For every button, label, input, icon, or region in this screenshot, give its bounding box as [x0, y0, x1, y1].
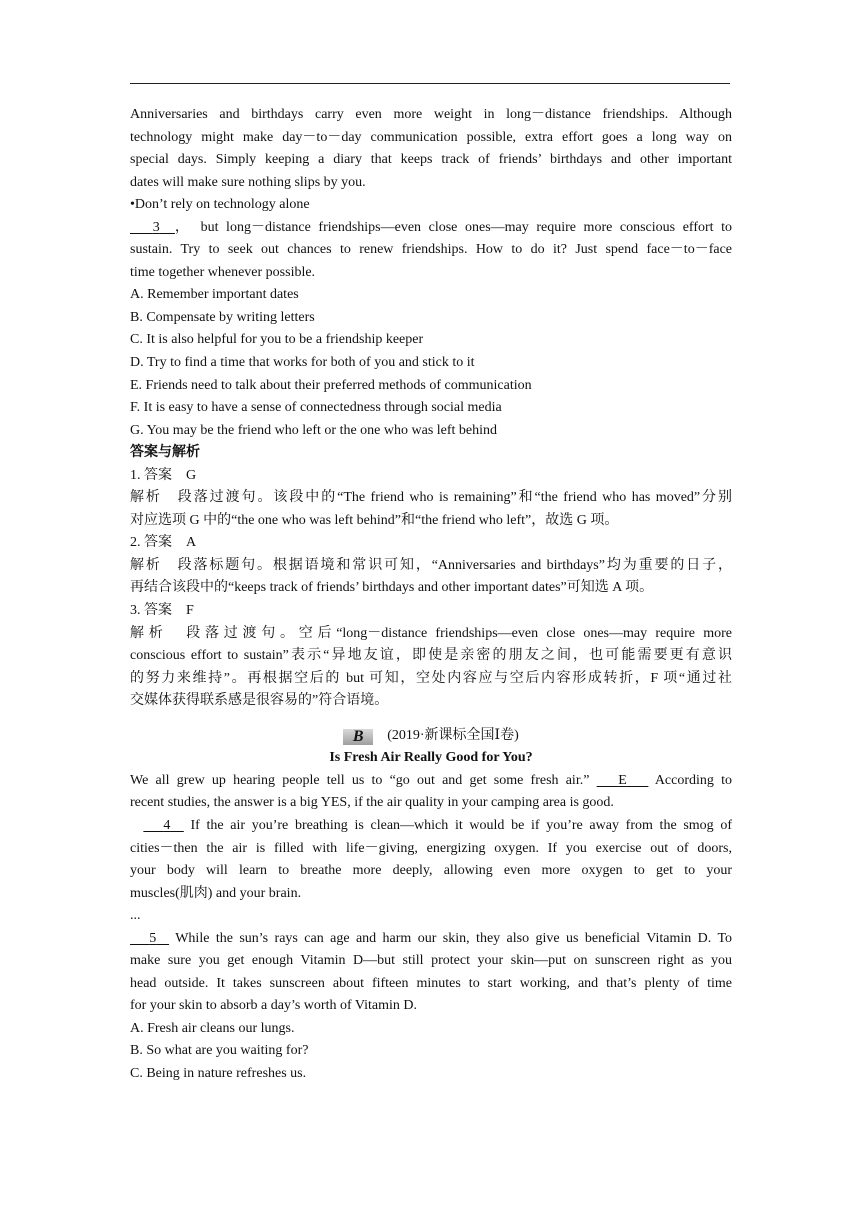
para-line: 3 ， but long－distance friendships—even close ones—may require more conscious effort to — [130, 217, 732, 240]
option-item: A. Remember important dates — [130, 287, 299, 303]
blank-5: 5 — [149, 930, 157, 946]
para-line: technology might make day－to－day communication possible, extra effort goes a long way on — [130, 129, 732, 145]
section-heading: •Don’t rely on technology alone — [130, 197, 310, 213]
option-item: B. Compensate by writing letters — [130, 309, 315, 325]
para-line: make sure you get enough Vitamin D—but still protect your skin—put on sunscreen right as you — [130, 953, 732, 969]
para-line: time together whenever possible. — [130, 264, 316, 280]
option-item: A. Fresh air cleans our lungs. — [130, 1020, 295, 1036]
para-line: Anniversaries and birthdays carry even more weight in long－distance friendships. Although — [130, 107, 732, 122]
para-line: dates will make sure nothing slips by you. — [130, 174, 366, 190]
answer-label: 2. 答案 A — [130, 535, 197, 551]
section-b-header — [130, 725, 732, 748]
explanation-line: 的努力来维持”。再根据空后的 but 可知，空处内容应与空后内容形成转折，F 项“通过社 — [130, 670, 732, 686]
explanation-line: 对应选项 G 中的“the one who was left behind”和“the friend who left”，故选 G 项。 — [130, 512, 619, 528]
para-line: head outside. It takes sunscreen about fifteen minutes to start working, and that’s plenty of time — [130, 975, 732, 991]
para-line: 5 While the sun’s rays can age and harm our skin, they also give us beneficial Vitamin D. To — [130, 928, 732, 951]
blank-4: 4 — [163, 817, 171, 833]
explanation-line: conscious effort to sustain”表示“异地友谊，即使是亲密的朋友之间，也可能需要更有意识 — [130, 648, 732, 664]
explanation-line: 再结合该段中的“keeps track of friends’ birthdays and other important dates”可知选 A 项。 — [130, 580, 654, 596]
section-b-source: (2019·新课标全国Ⅰ卷) — [387, 727, 519, 743]
para-line: cities－then the air is filled with life－giving, energizing oxygen. If you exercise out of doors, — [130, 840, 732, 856]
para-line: recent studies, the answer is a big YES, if the air quality in your camping area is good. — [130, 795, 614, 811]
answer-label: 1. 答案 G — [130, 467, 197, 483]
header-rule — [130, 83, 730, 84]
option-item: C. It is also helpful for you to be a friendship keeper — [130, 332, 424, 348]
answers-title: 答案与解析 — [130, 445, 200, 461]
para-line: for your skin to absorb a day’s worth of Vitamin D. — [130, 998, 418, 1014]
option-item: D. Try to find a time that works for both of you and stick to it — [130, 355, 475, 371]
option-item: C. Being in nature refreshes us. — [130, 1065, 307, 1081]
option-item: F. It is easy to have a sense of connectedness through social media — [130, 400, 502, 416]
option-item: E. Friends need to talk about their preferred methods of communication — [130, 377, 532, 393]
explanation-line: 交媒体获得联系感是很容易的”符合语境。 — [130, 693, 389, 709]
passage-title: Is Fresh Air Really Good for You? — [329, 750, 533, 766]
explanation-line: 解析 段落过渡句。该段中的“The friend who is remaining”和“the friend who has moved”分别 — [130, 490, 732, 506]
para-line: We all grew up hearing people tell us to “go out and get some fresh air.” E According to — [130, 772, 732, 788]
section-b-badge: B — [343, 729, 373, 745]
page-content — [130, 104, 732, 1086]
para-line: special days. Simply keeping a diary that keeps track of friends’ birthdays and other important — [130, 152, 732, 168]
para-line: your body will learn to breathe more deeply, allowing even more oxygen to get to your — [130, 863, 732, 879]
para-line: muscles(肌肉) and your brain. — [130, 885, 302, 901]
explanation-line: 解析 段落过渡句。空后“long－distance friendships—even close ones—may require more — [130, 625, 732, 641]
para-line: sustain. Try to seek out chances to renew friendships. How to do it? Just spend face－to－face — [130, 242, 732, 258]
blank-e: E — [618, 772, 627, 788]
explanation-line: 解析 段落标题句。根据语境和常识可知，“Anniversaries and birthdays”均为重要的日子， — [130, 557, 732, 573]
option-item: G. You may be the friend who left or the one who was left behind — [130, 422, 498, 438]
answer-label: 3. 答案 F — [130, 603, 194, 619]
option-item: B. So what are you waiting for? — [130, 1043, 309, 1059]
ellipsis: ... — [130, 908, 141, 924]
blank-3: 3 — [152, 219, 160, 235]
para-line: 4 If the air you’re breathing is clean—which it would be if you’re away from the smog of — [130, 815, 732, 838]
